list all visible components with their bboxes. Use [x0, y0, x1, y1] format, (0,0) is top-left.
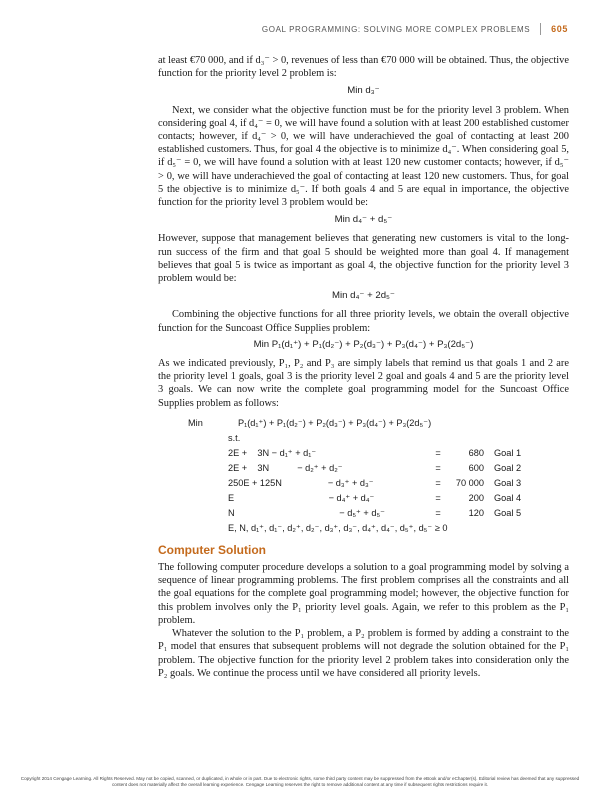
equation-priority-3b: Min d₄⁻ + 2d₅⁻ — [332, 290, 395, 302]
model-st-label: s.t. — [228, 432, 241, 443]
equation-priority-3a: Min d₄⁻ + d₅⁻ — [334, 214, 393, 226]
constraint-row — [158, 446, 569, 461]
paragraph-7: Whatever the solution to the P₁ problem, a P₂ problem is formed by adding a constraint to the P₁ model that ensures that subsequent problems will not degrade the solution obtained for the P₁ problem. The objective function for the priority level 2 problem takes into consideration only the P₂ goals. We continue the process until we have considered all priority levels. — [158, 628, 569, 679]
paragraph-2: Next, we consider what the objective function must be for the priority level 3 problem. When considering goal 4, if d₄⁻ = 0, we will have found a solution with at least 200 established customer contacts; however, if d₄⁻ > 0, we will have underachieved the goal of contacting at least 200 established customers. Thus, for goal 4 the objective is to minimize d₄⁻. When considering goal 5, if d₅⁻ = 0, we will have found a solution with at least 120 new customer contacts; however, if d₅⁻ > 0, we will have underachieved the goal of contacting at least 120 new customers. Thus, for goal 5 the objective is to minimize d₅⁻. If both goals 4 and 5 are equal in importance, the objective function for the priority level 3 problem would be: — [158, 104, 569, 209]
paragraph-3: However, suppose that management believes that generating new customers is vital to the long-run success of the firm and that goal 5 should be weighted more than goal 4. If management believes that goal 5 is twice as important as goal 4, the objective function for the priority level 3 problem would be: — [158, 233, 569, 285]
goal-programming-model — [158, 416, 569, 536]
model-min-label: Min — [188, 417, 203, 428]
running-header — [160, 22, 568, 36]
constraint-goal: Goal 3 — [494, 477, 522, 488]
constraint-op: = — [435, 477, 441, 488]
equation-overall: Min P₁(d₁⁺) + P₁(d₂⁻) + P₂(d₃⁻) + P₃(d₄⁻) + P₃(2d₅⁻) — [253, 338, 474, 350]
paragraph-6: The following computer procedure develops a solution to a goal programming model by solving a sequence of linear programming problems. The first problem comprises all the constraints and all the goal equations for the complete goal programming model; however, the objective function for this problem involves only the P₁ priority level goals. Again, we refer to this problem as the P₁ problem. — [158, 562, 569, 626]
constraint-goal: Goal 4 — [494, 492, 522, 503]
model-st-row — [158, 431, 569, 446]
constraint-lhs: N − d₅⁺ + d₅⁻ — [228, 507, 385, 518]
constraint-op: = — [435, 492, 441, 503]
constraint-rhs: 600 — [468, 462, 484, 473]
paragraph-5: As we indicated previously, P₁, P₂ and P₃ are simply labels that remind us that goals 1 and 2 are the priority level 1 goals, goal 3 is the priority level 2 goal and goals 4 and 5 are the priority level 3 goals. We can now write the complete goal programming model for the Suncoast Office Supplies problem as follows: — [158, 358, 569, 409]
paragraph-4: Combining the objective functions for all three priority levels, we obtain the overall objective function for the Suncoast Office Supplies problem: — [158, 309, 569, 334]
header-title: GOAL PROGRAMMING: SOLVING MORE COMPLEX PROBLEMS — [261, 24, 531, 34]
constraint-lhs: E − d₄⁺ + d₄⁻ — [228, 492, 375, 503]
constraint-row — [158, 461, 569, 476]
constraint-goal: Goal 2 — [494, 462, 522, 473]
page-body — [158, 54, 569, 680]
model-objective: P₁(d₁⁺) + P₁(d₂⁻) + P₂(d₃⁻) + P₃(d₄⁻) + P₃(2d₅⁻) — [238, 417, 432, 428]
nonnegativity-constraint: E, N, d₁⁺, d₁⁻, d₂⁺, d₂⁻, d₃⁺, d₃⁻, d₄⁺, d₄⁻, d₅⁺, d₅⁻ ≥ 0 — [228, 522, 448, 533]
constraint-rhs: 200 — [468, 492, 484, 503]
section-heading: Computer Solution — [158, 542, 266, 557]
constraint-lhs: 2E + 3N − d₂⁺ + d₂⁻ — [228, 462, 343, 473]
constraint-op: = — [435, 447, 441, 458]
constraint-goal: Goal 1 — [494, 447, 522, 458]
constraint-rhs: 70 000 — [455, 477, 484, 488]
constraint-lhs: 250E + 125N − d₃⁺ + d₃⁻ — [228, 477, 374, 488]
constraint-op: = — [435, 462, 441, 473]
paragraph-1: at least €70 000, and if d₃⁻ > 0, revenues of less than €70 000 will be obtained. Thus, the objective function for the priority level 2 problem is: — [158, 55, 569, 80]
constraint-rhs: 120 — [468, 507, 484, 518]
header-divider — [540, 23, 541, 35]
page-number: 605 — [551, 24, 568, 34]
equation-priority-2: Min d₃⁻ — [347, 85, 380, 97]
constraint-goal: Goal 5 — [494, 507, 522, 518]
constraint-row — [158, 476, 569, 491]
constraint-row — [158, 491, 569, 506]
nonnegativity-row — [158, 521, 569, 536]
model-objective-row — [158, 416, 569, 431]
copyright-footer: Copyright 2014 Cengage Learning. All Rights Reserved. May not be copied, scanned, or duplicated, in whole or in part. Due to electronic rights, some third party content may be suppressed from the eBook and/or eChapter(s). Editorial review has deemed that any suppressed content does not materially affect the overall learning experience. Cengage Learning reserves the right to remove additional content at any time if subsequent rights restrictions require it. — [20, 776, 580, 787]
constraint-lhs: 2E + 3N − d₁⁺ + d₁⁻ — [228, 447, 317, 458]
constraint-op: = — [435, 507, 441, 518]
constraint-rhs: 680 — [468, 447, 484, 458]
constraint-row — [158, 506, 569, 521]
